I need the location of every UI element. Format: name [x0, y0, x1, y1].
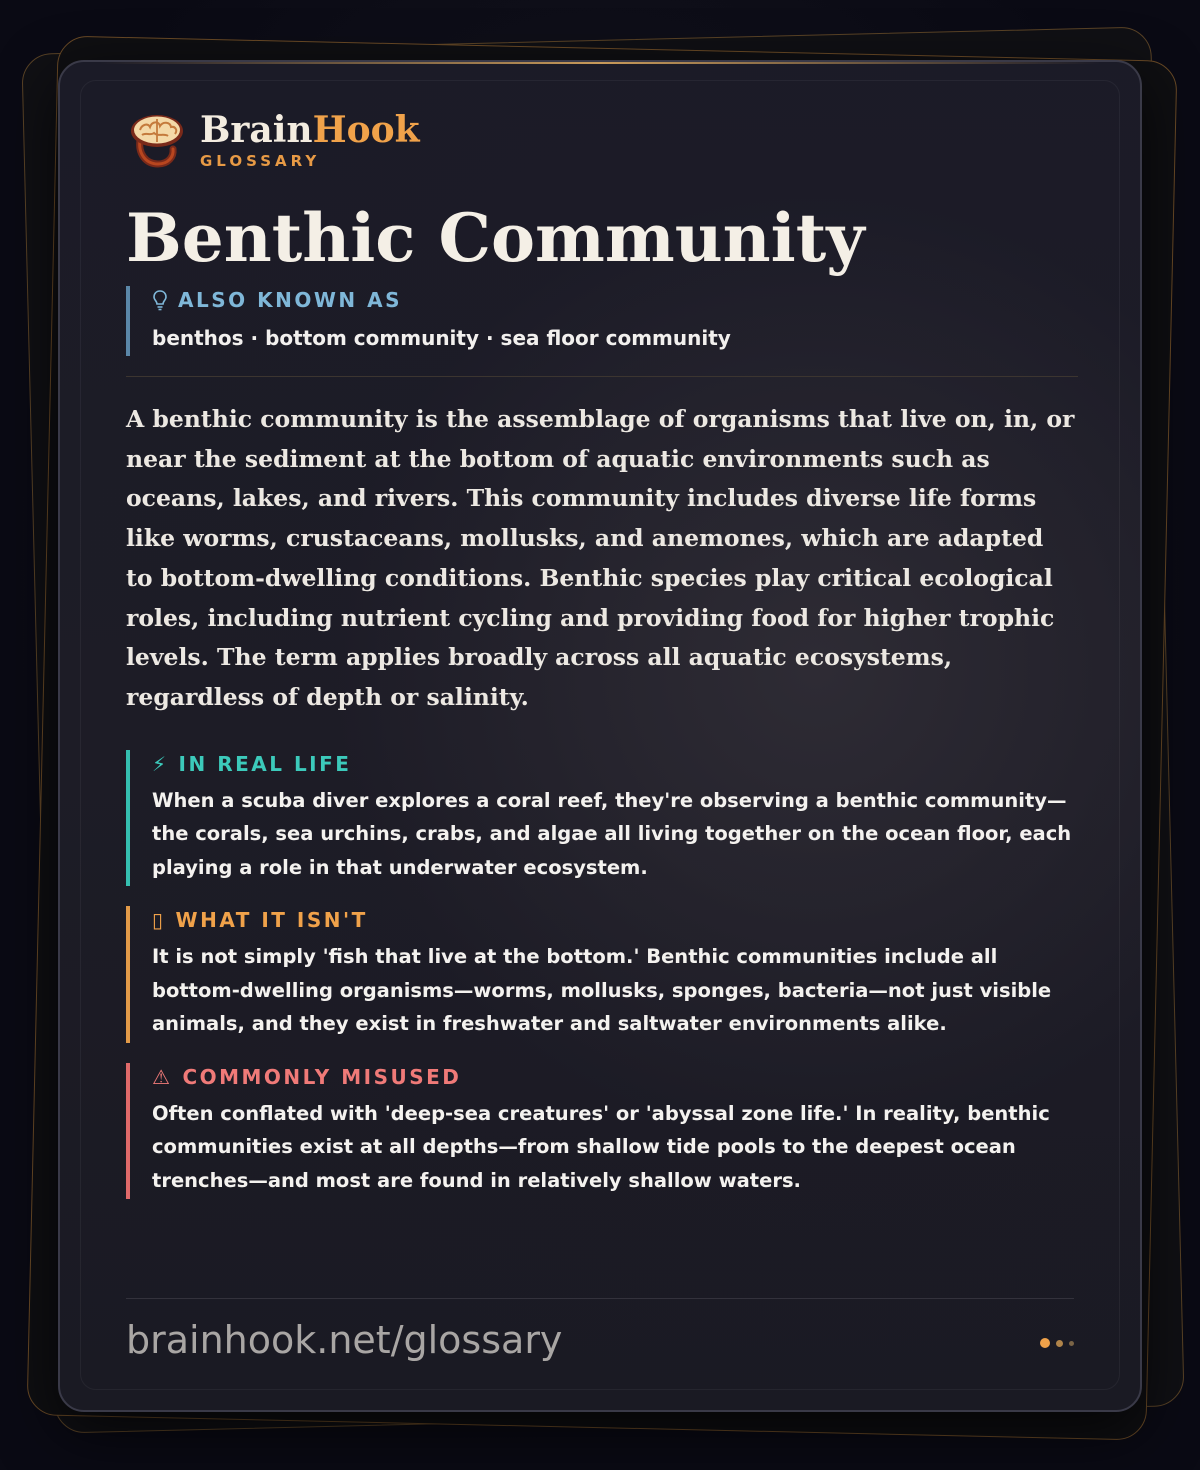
- missing-glyph-icon: ▯: [152, 908, 166, 933]
- in-real-life-section: [126, 750, 1078, 887]
- also-known-as-heading: ALSO KNOWN AS: [178, 288, 402, 312]
- brand-header: [126, 106, 1078, 174]
- term-title: Benthic Community: [126, 199, 865, 277]
- lightbulb-icon: [152, 289, 168, 311]
- what-it-isnt-heading: WHAT IT ISN'T: [175, 908, 368, 933]
- what-it-isnt-section: [126, 906, 1078, 1043]
- brand-subtitle: GLOSSARY: [200, 152, 321, 170]
- divider: [126, 376, 1078, 377]
- brain-hook-logo-icon: [126, 110, 186, 170]
- in-real-life-text: When a scuba diver explores a coral reef, they're observing a benthic community—the corals, sea urchins, crabs, and algae all living together on the ocean floor, each playing a role in that underwater ecosystem.: [152, 788, 1072, 879]
- also-known-as-text: benthos · bottom community · sea floor community: [152, 326, 731, 350]
- commonly-misused-heading: COMMONLY MISUSED: [182, 1064, 462, 1089]
- dot: [1056, 1340, 1063, 1347]
- commonly-misused-section: [126, 1063, 1078, 1200]
- warning-icon: ⚠: [152, 1064, 173, 1089]
- in-real-life-heading: IN REAL LIFE: [178, 751, 352, 776]
- glossary-card: [58, 60, 1142, 1412]
- lightning-icon: ⚡: [152, 751, 169, 776]
- footer-url[interactable]: brainhook.net/glossary: [126, 1318, 563, 1362]
- dot: [1069, 1341, 1074, 1346]
- brand-name: BrainHook: [200, 109, 420, 151]
- dot-active: [1040, 1338, 1050, 1348]
- definition-text: A benthic community is the assemblage of organisms that live on, in, or near the sediment at the bottom of aquatic environments such as oceans, lakes, and rivers. This community includes diverse life forms like worms, crustaceans, mollusks, and anemones, which are adapted to bottom-dwelling conditions. Benthic species play critical ecological roles, including nutrient cycling and providing food for higher trophic levels. The term applies broadly across all aquatic ecosystems, regardless of depth or salinity.: [126, 405, 1075, 711]
- also-known-as-section: [126, 286, 1078, 356]
- card-content: [126, 106, 1078, 1199]
- commonly-misused-text: Often conflated with 'deep-sea creatures' or 'abyssal zone life.' In reality, benthic communities exist at all depths—from shallow tide pools to the deepest ocean trenches—and most are found in relatively shallow waters.: [152, 1101, 1050, 1192]
- footer-divider: [126, 1298, 1074, 1299]
- pagination-dots: [1034, 1338, 1074, 1348]
- what-it-isnt-text: It is not simply 'fish that live at the bottom.' Benthic communities include all bottom-dwelling organisms—worms, mollusks, sponges, bacteria—not just visible animals, and they exist in freshwater and saltwater environments alike.: [152, 945, 1052, 1036]
